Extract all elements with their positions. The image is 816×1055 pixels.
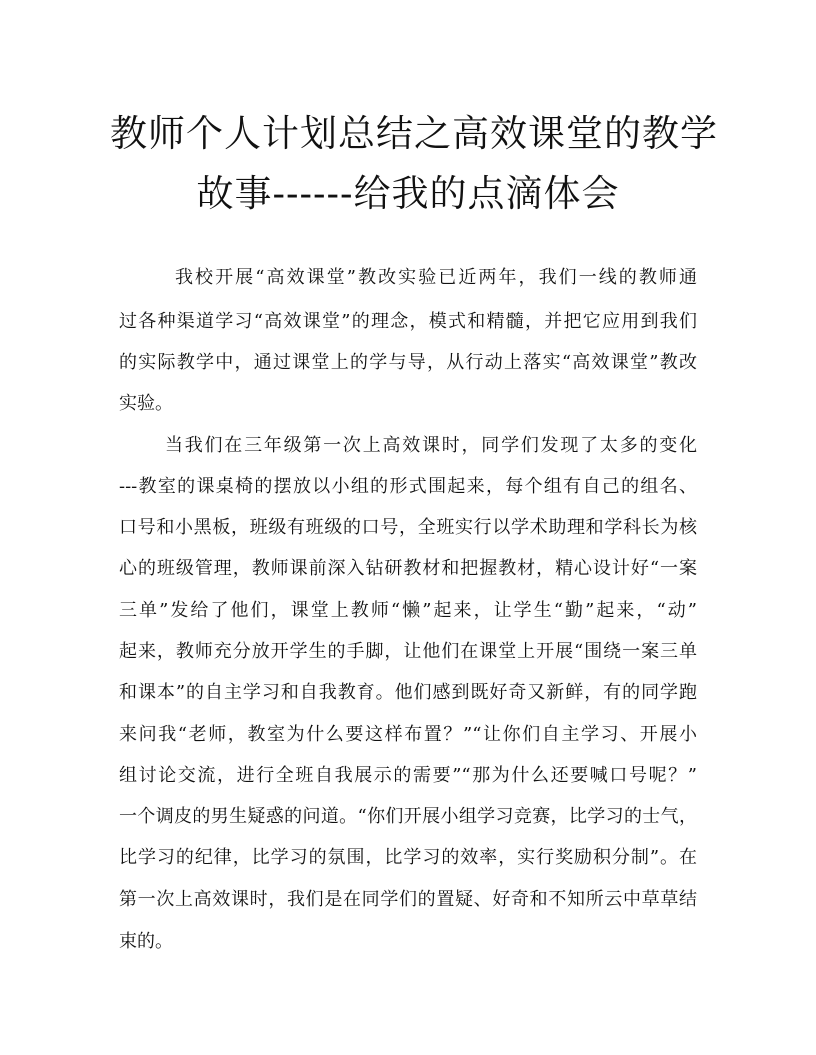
paragraph-2-line: 三单”发给了他们，课堂上教师“懒”起来，让学生“勤”起来，“动” [119,600,697,621]
paragraph-2-line: 比学习的纪律，比学习的氛围，比学习的效率，实行奖励积分制”。在 [119,847,697,868]
paragraph-2-line: 当我们在三年级第一次上高效课时，同学们发现了太多的变化 [165,435,697,456]
paragraph-2-line: ---教室的课桌椅的摆放以小组的形式围起来，每个组有自己的组名、 [119,476,697,497]
paragraph-2-line: 第一次上高效课时，我们是在同学们的置疑、好奇和不知所云中草草结 [119,889,697,910]
paragraph-2-line: 一个调皮的男生疑惑的问道。“你们开展小组学习竞赛，比学习的士气， [119,806,697,827]
paragraph-2-line: 和课本”的自主学习和自我教育。他们感到既好奇又新鲜，有的同学跑 [119,682,697,703]
paragraph-1-line: 我校开展“高效课堂”教改实验已近两年，我们一线的教师通 [175,267,697,288]
paragraph-1-line: 实验。 [119,393,173,414]
paragraph-2-line: 起来，教师充分放开学生的手脚，让他们在课堂上开展“围绕一案三单 [119,641,697,662]
paragraph-2-line: 来问我“老师，教室为什么要这样布置？”“让你们自主学习、开展小 [119,724,697,745]
paragraph-1-line: 的实际教学中，通过课堂上的学与导，从行动上落实“高效课堂”教改 [119,352,697,373]
title-line-2: 故事------给我的点滴体会 [196,172,620,215]
title-line-1: 教师个人计划总结之高效课堂的教学 [110,112,718,155]
paragraph-2-line: 口号和小黑板，班级有班级的口号，全班实行以学术助理和学科长为核 [119,517,697,538]
paragraph-2-line: 束的。 [119,931,173,952]
paragraph-2-line: 组讨论交流，进行全班自我展示的需要”“那为什么还要喊口号呢？” [119,765,697,786]
paragraph-2-line: 心的班级管理，教师课前深入钻研教材和把握教材，精心设计好“一案 [119,558,697,579]
paragraph-1-line: 过各种渠道学习“高效课堂”的理念，模式和精髓，并把它应用到我们 [119,311,697,332]
